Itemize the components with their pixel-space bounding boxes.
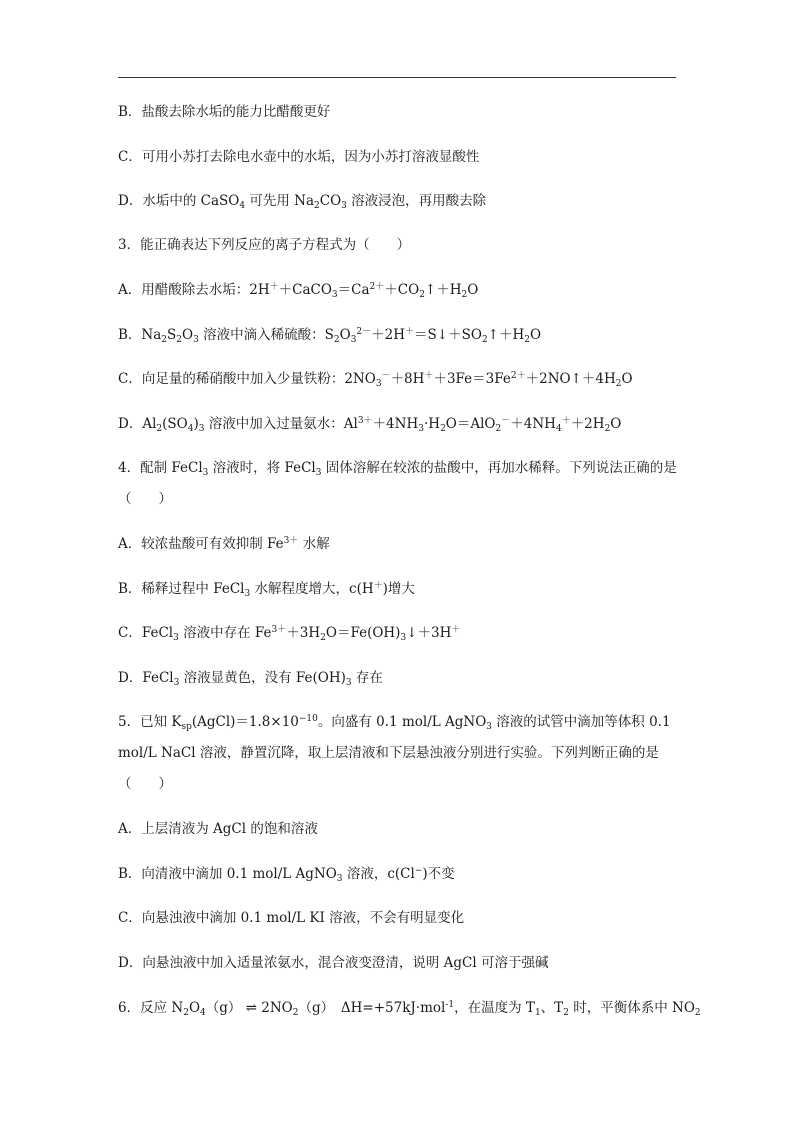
header-rule [118, 77, 676, 78]
option-c-q4: C．FeCl$_3$ 溶液中存在 $Fe^{3+}+3H_2O=Fe(OH)_3↓+3H^+$ [118, 625, 461, 643]
option-b-q5: B．向清液中滴加 0.1 mol/L AgNO$_3$ 溶液，c(Cl−)不变 [118, 866, 455, 884]
option-b-q3: B．$Na_2S_2O_3$ 溶液中滴入稀硫酸：$S_2O_3^{2-}+2H^+=S↓+SO_2↑+H_2O$ [118, 327, 542, 345]
option-c-q2: C．可用小苏打去除电水壶中的水垢，因为小苏打溶液显酸性 [118, 149, 480, 165]
option-a-q5: A．上层清液为 AgCl 的饱和溶液 [118, 821, 318, 837]
option-c-q5: C．向悬浊液中滴加 0.1 mol/L KI 溶液，不会有明显变化 [118, 910, 465, 926]
option-d-q2: D．水垢中的 CaSO$_4$ 可先用 $Na_2CO_3$ 溶液浸泡，再用酸去除 [118, 193, 487, 211]
question-6-stem: 6．反应 $N_2O_4(g)$ ⇌ $2NO_2(g)$ ΔH=+57kJ·mol$^{-1}$，在温度为 $T_1$、$T_2$ 时，平衡体系中 $NO_2$ [118, 1000, 701, 1018]
question-5-blank: （ ） [118, 776, 172, 792]
question-3-stem: 3．能正确表达下列反应的离子方程式为（ ） [118, 237, 411, 253]
question-4-stem: 4．配制 FeCl$_3$ 溶液时，将 FeCl$_3$ 固体溶解在较浓的盐酸中，再加水稀释。下列说法正确的是 [118, 460, 677, 478]
option-d-q3: D．$Al_2(SO_4)_3$ 溶液中加入过量氨水：$Al^{3+}+4NH_3\cdot H_2O=AlO_2^-+4NH_4^++2H_2O$ [118, 416, 622, 434]
question-5-stem: 5．已知 $K_{sp}(AgCl)=1.8\times 10^{-10}$。向盛有 0.1 mol/L AgNO$_3$ 溶液的试管中滴加等体积 0.1 [118, 714, 671, 732]
option-a-q3: A．用醋酸除去水垢：$2H^++CaCO_3=Ca^{2+}+CO_2↑+H_2O$ [118, 282, 479, 300]
option-c-q3: C．向足量的稀硝酸中加入少量铁粉：$2NO_3^-+8H^++3Fe=3Fe^{2+}+2NO↑+4H_2O$ [118, 371, 633, 389]
option-d-q5: D．向悬浊液中加入适量浓氨水，混合液变澄清，说明 AgCl 可溶于强碱 [118, 955, 549, 971]
question-4-blank: （ ） [118, 491, 172, 507]
question-5-stem-cont: mol/L NaCl 溶液，静置沉降，取上层清液和下层悬浊液分别进行实验。下列判断正确的是 [118, 745, 659, 761]
option-b-q2: B．盐酸去除水垢的能力比醋酸更好 [118, 104, 331, 120]
option-d-q4: D．FeCl$_3$ 溶液显黄色，没有 $Fe(OH)_3$ 存在 [118, 670, 383, 688]
option-b-q4: B．稀释过程中 FeCl$_3$ 水解程度增大，c(H＋)增大 [118, 581, 415, 599]
option-a-q4: A．较浓盐酸可有效抑制 $Fe^{3+}$ 水解 [118, 536, 330, 552]
